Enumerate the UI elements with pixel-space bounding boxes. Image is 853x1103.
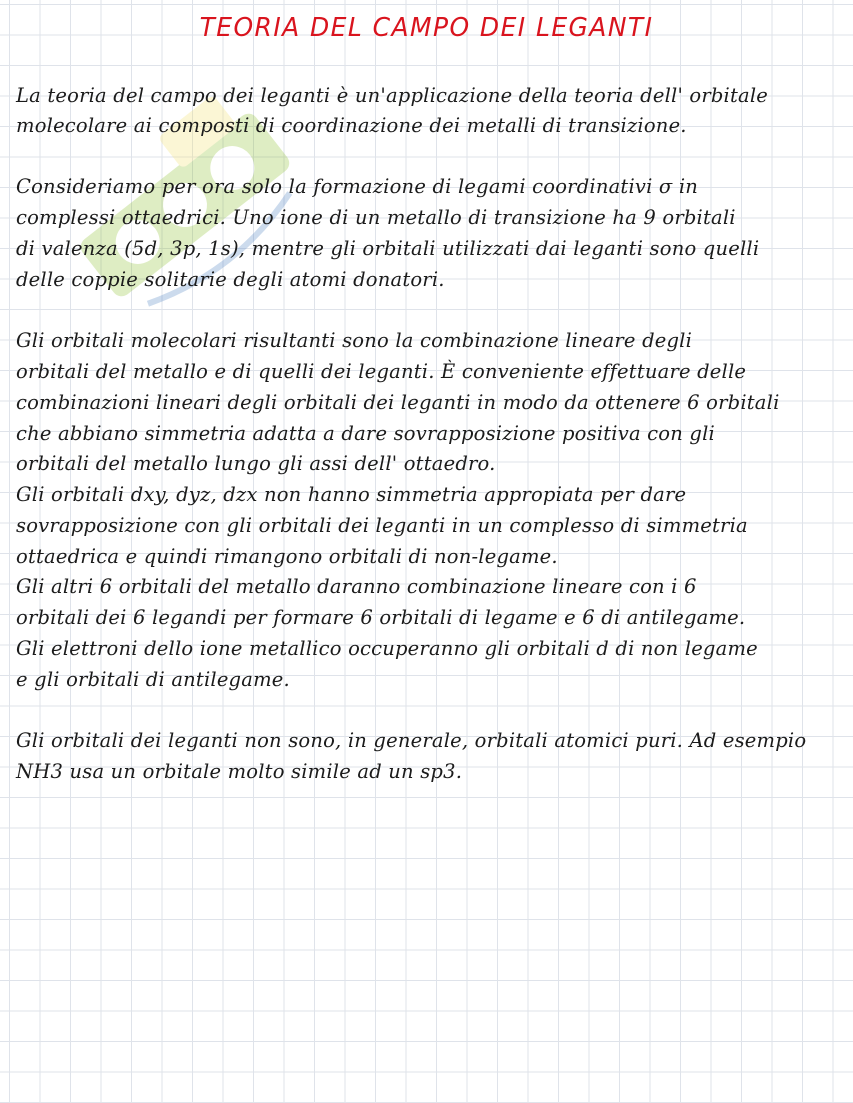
text-line: Consideriamo per ora solo la formazione di legami coordinativi σ in bbox=[16, 175, 699, 198]
text-line: NH3 usa un orbitale molto simile ad un sp3. bbox=[16, 760, 463, 783]
text-line: Gli altri 6 orbitali del metallo daranno combinazione lineare con i 6 bbox=[16, 575, 697, 598]
text-line: molecolare ai composti di coordinazione dei metalli di transizione. bbox=[16, 114, 687, 137]
text-line: ottaedrica e quindi rimangono orbitali di non-legame. bbox=[16, 545, 558, 568]
text-line: Gli orbitali dei leganti non sono, in generale, orbitali atomici puri. Ad esempio bbox=[16, 729, 807, 752]
text-line: La teoria del campo dei leganti è un'applicazione della teoria dell' orbitale bbox=[16, 84, 769, 107]
text-line: di valenza (5d, 3p, 1s), mentre gli orbitali utilizzati dai leganti sono quelli bbox=[16, 237, 760, 260]
text-line: delle coppie solitarie degli atomi donatori. bbox=[16, 268, 445, 291]
text-line: orbitali del metallo e di quelli dei leganti. È conveniente effettuare delle bbox=[16, 360, 747, 383]
text-line: che abbiano simmetria adatta a dare sovrapposizione positiva con gli bbox=[16, 422, 715, 445]
text-line: orbitali dei 6 legandi per formare 6 orbitali di legame e 6 di antilegame. bbox=[16, 606, 746, 629]
text-line: orbitali del metallo lungo gli assi dell' ottaedro. bbox=[16, 452, 496, 475]
text-line: sovrapposizione con gli orbitali dei leganti in un complesso di simmetria bbox=[16, 514, 748, 537]
text-line: complessi ottaedrici. Uno ione di un metallo di transizione ha 9 orbitali bbox=[16, 206, 736, 229]
text-line: Gli elettroni dello ione metallico occuperanno gli orbitali d di non legame bbox=[16, 637, 758, 660]
text-line: Gli orbitali dxy, dyz, dzx non hanno simmetria appropiata per dare bbox=[16, 483, 687, 506]
text-line: Gli orbitali molecolari risultanti sono la combinazione lineare degli bbox=[16, 329, 693, 352]
page-title: TEORIA DEL CAMPO DEI LEGANTI bbox=[199, 13, 654, 43]
text-line: combinazioni lineari degli orbitali dei leganti in modo da ottenere 6 orbitali bbox=[16, 391, 780, 414]
text-line: e gli orbitali di antilegame. bbox=[16, 668, 290, 691]
